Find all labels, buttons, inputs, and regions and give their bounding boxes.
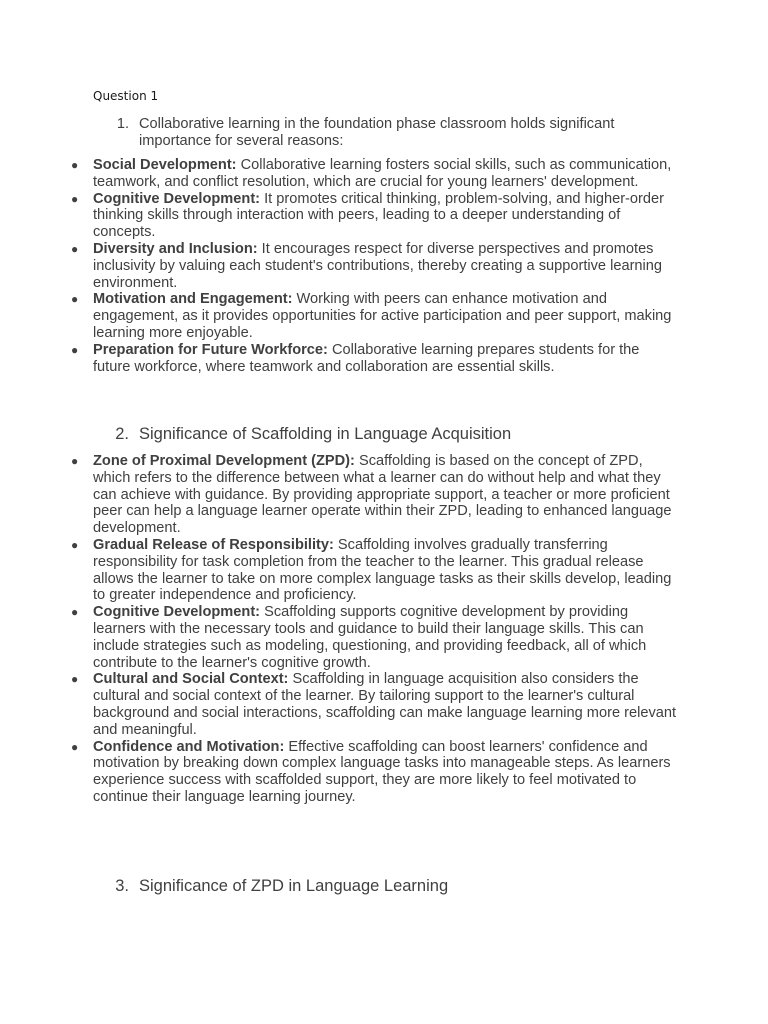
bullet-text: Collaborative learning prepares students for the future workforce, where teamwork and collaboration are essential skills. xyxy=(93,341,640,375)
bullet-icon: ● xyxy=(71,241,79,256)
list-item xyxy=(71,190,677,241)
bullet-term: Gradual Release of Responsibility: xyxy=(93,536,334,553)
section-1-heading-text: Collaborative learning in the foundation phase classroom holds significant importance for several reasons: xyxy=(139,116,615,149)
list-item xyxy=(71,738,677,806)
bullet-text: It encourages respect for diverse perspectives and promotes inclusivity by valuing each student's contributions, thereby creating a supportive learning environment. xyxy=(93,240,663,291)
bullet-icon: ● xyxy=(71,191,79,206)
bullet-icon: ● xyxy=(71,605,79,620)
bullet-icon: ● xyxy=(71,158,79,172)
list-item xyxy=(71,341,677,376)
section-1-bullet-list xyxy=(71,157,677,375)
bullet-text: Scaffolding involves gradually transferring responsibility for task completion from the teacher to the learner. This gradual release allows the learner to take on more complex language tasks as their skills develop, leading to greater independence and proficiency. xyxy=(93,536,672,604)
list-item xyxy=(71,157,677,191)
bullet-term: Zone of Proximal Development (ZPD): xyxy=(93,453,355,469)
bullet-term: Preparation for Future Workforce: xyxy=(93,341,328,358)
list-item xyxy=(71,291,677,341)
bullet-icon: ● xyxy=(71,739,79,754)
bullet-term: Social Development: xyxy=(93,157,237,173)
section-3-heading xyxy=(93,876,683,896)
section-2-number: 2. xyxy=(115,425,129,443)
bullet-icon: ● xyxy=(71,454,79,468)
bullet-term: Diversity and Inclusion: xyxy=(93,240,258,257)
bullet-term: Confidence and Motivation: xyxy=(93,738,285,755)
section-2-bullet-list xyxy=(71,453,677,806)
bullet-icon: ● xyxy=(71,537,79,552)
bullet-term: Motivation and Engagement: xyxy=(93,291,293,308)
list-item xyxy=(71,536,677,604)
section-2-heading-text: Significance of Scaffolding in Language Acquisition xyxy=(139,425,512,443)
bullet-text: Scaffolding supports cognitive development by providing learners with the necessary tools and guidance to build their language skills. This can include strategies such as modeling, questioning, and providing feedback, all of which contribute to the learner's cognitive growth. xyxy=(93,604,647,671)
bullet-term: Cognitive Development: xyxy=(93,190,261,207)
bullet-term: Cognitive Development: xyxy=(93,604,261,621)
list-item xyxy=(71,240,677,291)
bullet-icon: ● xyxy=(71,672,79,687)
list-item xyxy=(71,453,677,537)
list-item xyxy=(71,671,677,738)
bullet-text: Scaffolding is based on the concept of ZPD, which refers to the difference between what a learner can do without help and what they can achieve with guidance. By providing appropriate support, a teacher or more proficient peer can help a language learner operate within their ZPD, leading to enhanced language development. xyxy=(93,453,672,537)
question-label: Question 1 xyxy=(93,89,159,103)
section-2-heading xyxy=(93,424,683,444)
bullet-icon: ● xyxy=(71,342,79,357)
bullet-text: Scaffolding in language acquisition also considers the cultural and social context of the learner. By tailoring support to the learner's cultural background and social interactions, scaffolding can make language learning more relevant and meaningful. xyxy=(93,671,677,738)
bullet-text: Working with peers can enhance motivation and engagement, as it provides opportunities for active participation and peer support, making learning more enjoyable. xyxy=(93,291,672,341)
bullet-text: It promotes critical thinking, problem-solving, and higher-order thinking skills through interaction with peers, leading to a deeper understanding of concepts. xyxy=(93,190,664,241)
bullet-icon: ● xyxy=(71,292,79,307)
section-1-number: 1. xyxy=(116,116,129,132)
bullet-term: Cultural and Social Context: xyxy=(93,671,289,688)
bullet-text: Collaborative learning fosters social skills, such as communication, teamwork, and conflict resolution, which are crucial for young learners' development. xyxy=(93,157,672,190)
section-1-heading xyxy=(93,116,683,150)
list-item xyxy=(71,604,677,671)
section-3-number: 3. xyxy=(115,877,129,895)
section-3-heading-text: Significance of ZPD in Language Learning xyxy=(139,877,449,895)
bullet-text: Effective scaffolding can boost learners' confidence and motivation by breaking down complex language tasks into manageable steps. As learners experience success with scaffolded support, they are more likely to feel motivated to continue their language learning journey. xyxy=(93,738,671,805)
